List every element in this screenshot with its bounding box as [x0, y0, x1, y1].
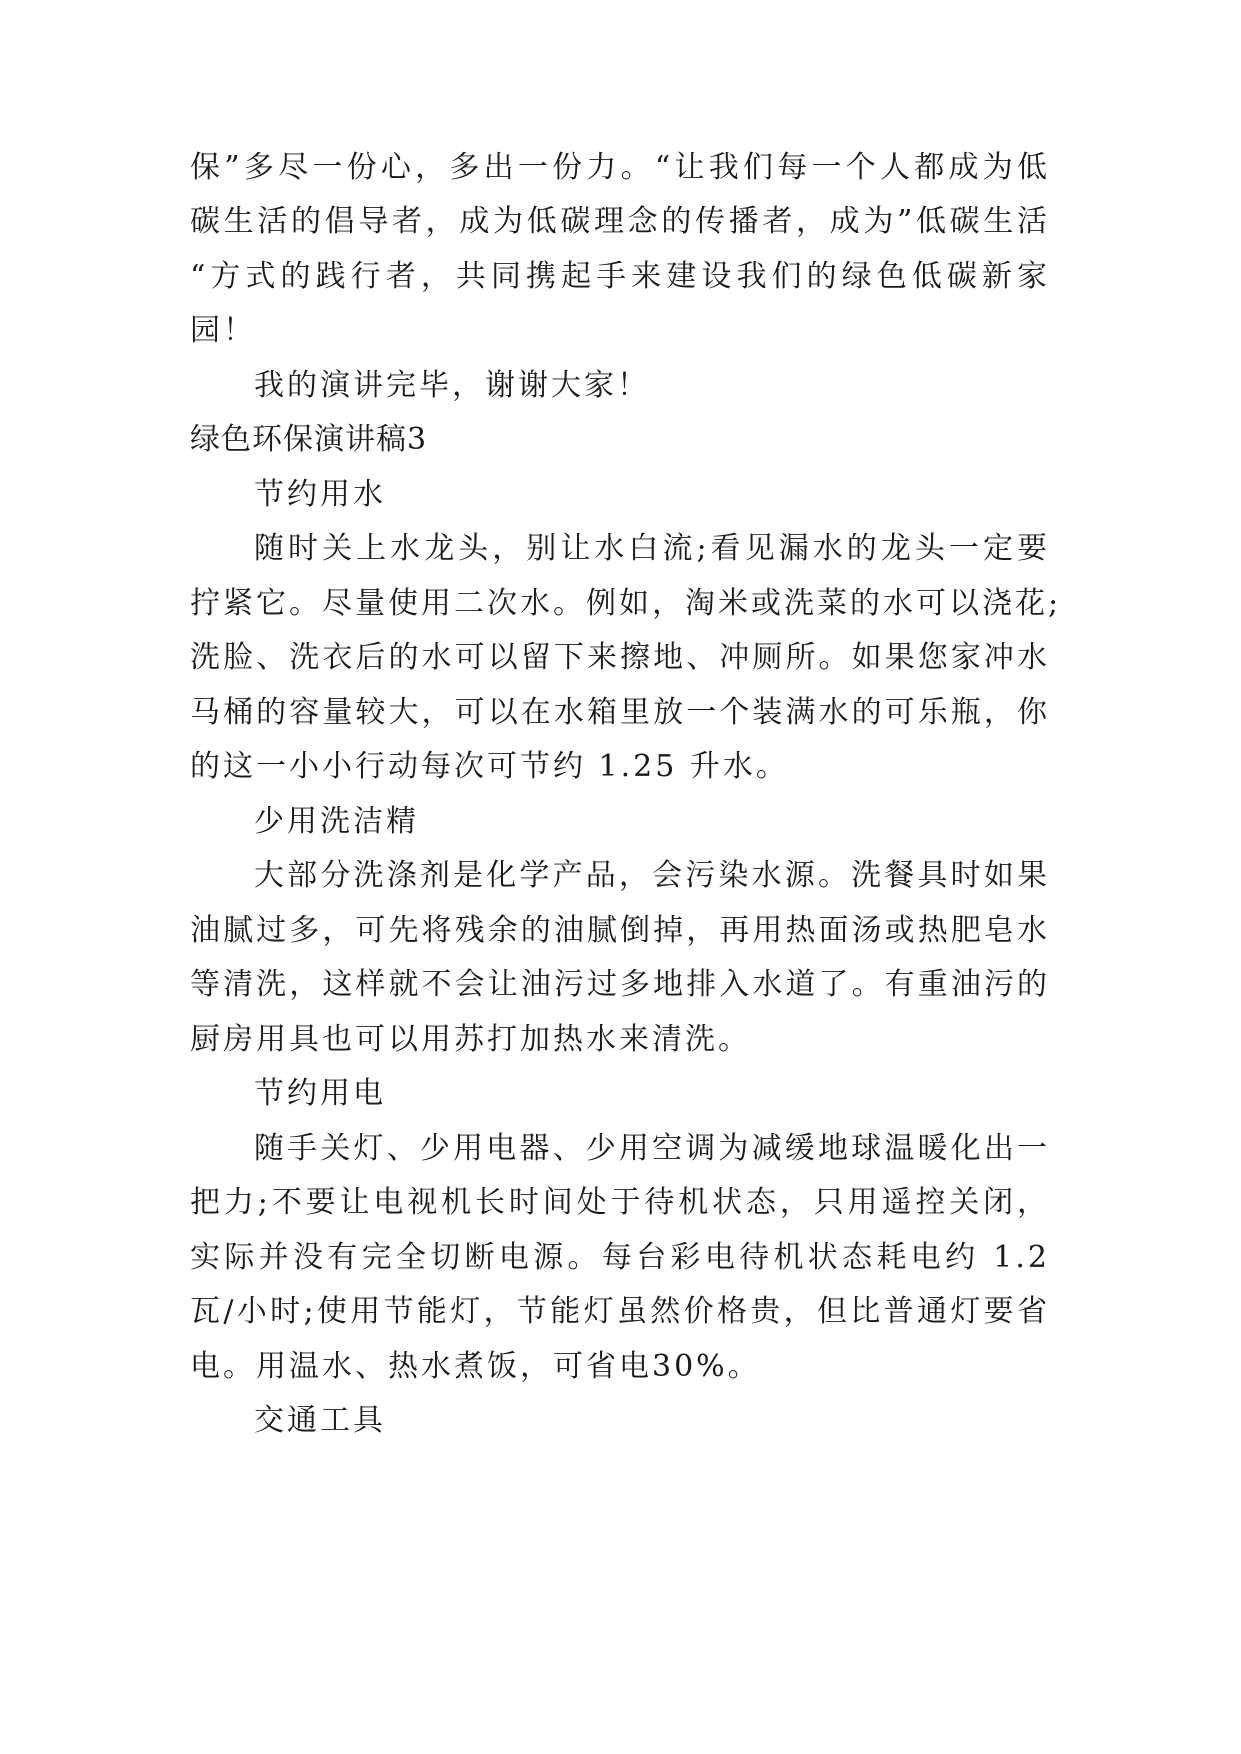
paragraph-line: 瓦/小时;使用节能灯，节能灯虽然价格贵，但比普通灯要省: [190, 1294, 1050, 1329]
paragraph-line: 拧紧它。尽量使用二次水。例如，淘米或洗菜的水可以浇花;: [190, 586, 1062, 621]
paragraph-line: 油腻过多，可先将残余的油腻倒掉，再用热面汤或热肥皂水: [190, 913, 1050, 948]
paragraph-line: 的这一小小行动每次可节约 1.25 升水。: [190, 749, 789, 784]
paragraph-line: 电。用温水、热水煮饭，可省电30%。: [190, 1349, 761, 1384]
section-title: 绿色环保演讲稿3: [190, 422, 428, 457]
paragraph-line: 等清洗，这样就不会让油污过多地排入水道了。有重油污的: [190, 967, 1050, 1002]
paragraph-line: 我的演讲完毕，谢谢大家！: [254, 368, 650, 403]
subheading: 少用洗洁精: [254, 804, 419, 839]
paragraph-line: 园！: [190, 313, 256, 348]
paragraph-line: 把力;不要让电视机长时间处于待机状态，只用遥控关闭，: [190, 1185, 1050, 1220]
paragraph-line: 实际并没有完全切断电源。每台彩电待机状态耗电约 1.2: [190, 1240, 1050, 1275]
paragraph-line: 大部分洗涤剂是化学产品，会污染水源。洗餐具时如果: [254, 858, 1050, 893]
paragraph-line: 马桶的容量较大，可以在水箱里放一个装满水的可乐瓶，你: [190, 695, 1050, 730]
paragraph-line: 洗脸、洗衣后的水可以留下来擦地、冲厕所。如果您家冲水: [190, 640, 1050, 675]
paragraph-line: 随手关灯、少用电器、少用空调为减缓地球温暖化出一: [254, 1131, 1050, 1166]
paragraph-line: 保”多尽一份心，多出一份力。“让我们每一个人都成为低: [190, 150, 1050, 185]
paragraph-line: 随时关上水龙头，别让水白流;看见漏水的龙头一定要: [254, 531, 1050, 566]
subheading: 交通工具: [254, 1403, 386, 1438]
paragraph-line: 厨房用具也可以用苏打加热水来清洗。: [190, 1022, 751, 1057]
paragraph-line: 碳生活的倡导者，成为低碳理念的传播者，成为”低碳生活: [190, 204, 1050, 239]
paragraph-line: “方式的践行者，共同携起手来建设我们的绿色低碳新家: [190, 259, 1050, 294]
subheading: 节约用水: [254, 477, 386, 512]
subheading: 节约用电: [254, 1076, 386, 1111]
